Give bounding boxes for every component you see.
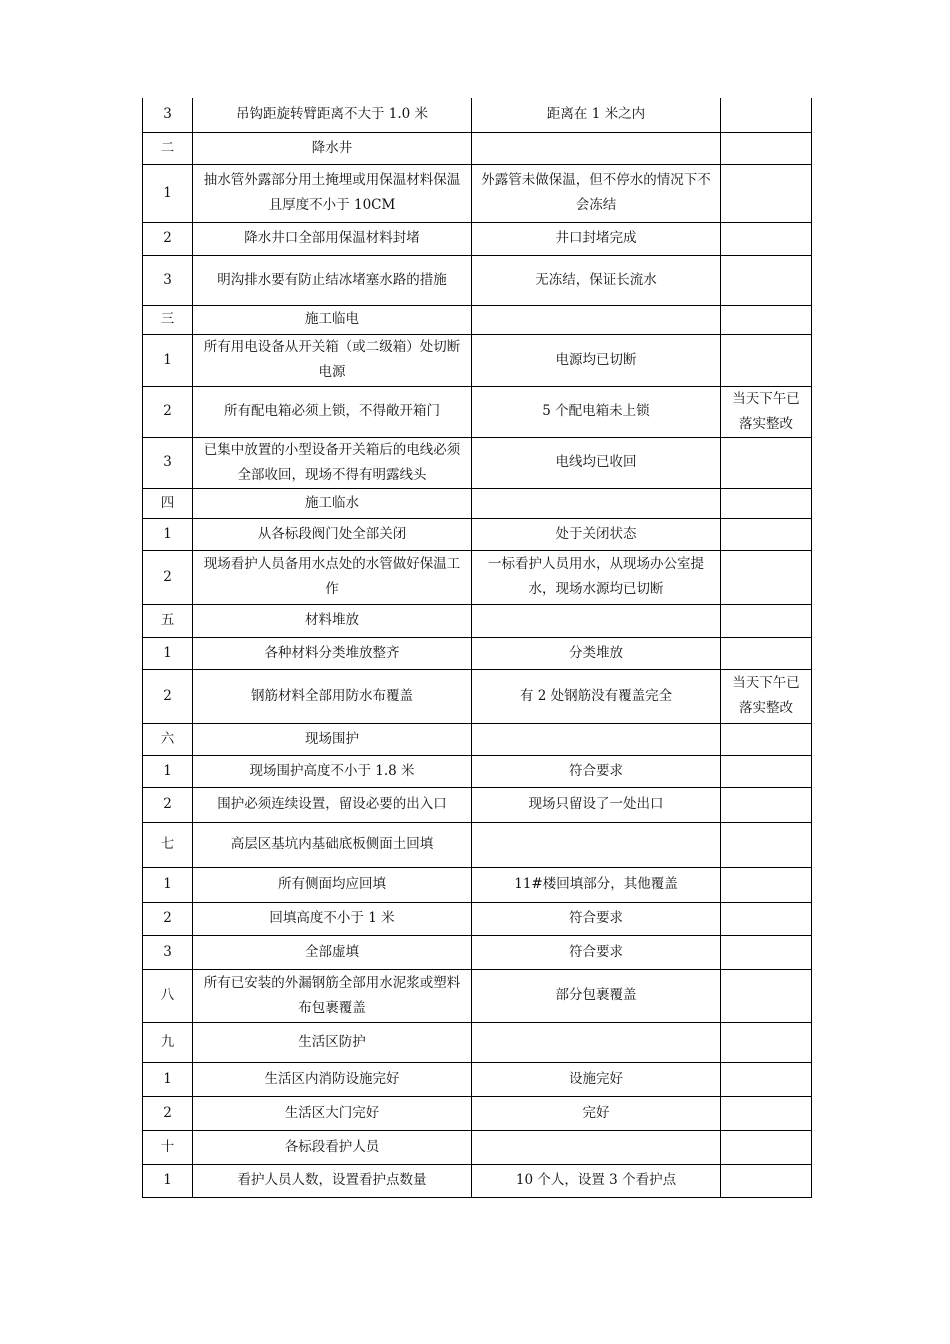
check-result: 一标看护人员用水，从现场办公室提水，现场水源均已切断: [472, 550, 721, 604]
check-result: [472, 604, 721, 637]
check-result: [472, 723, 721, 755]
section-number: 六: [143, 723, 193, 755]
check-result: 现场只留设了一处出口: [472, 787, 721, 822]
section-row: [143, 822, 812, 867]
table-row: [143, 164, 812, 222]
remark: [721, 1062, 812, 1096]
table-row: [143, 1096, 812, 1130]
table-row: [143, 222, 812, 255]
check-item: 生活区大门完好: [193, 1096, 472, 1130]
section-row: [143, 1130, 812, 1164]
check-result: 外露管未做保温，但不停水的情况下不会冻结: [472, 164, 721, 222]
remark: [721, 867, 812, 902]
row-number: 1: [143, 1062, 193, 1096]
section-number: 四: [143, 488, 193, 518]
table-row: [143, 902, 812, 935]
check-result: 井口封堵完成: [472, 222, 721, 255]
section-title: 材料堆放: [193, 604, 472, 637]
check-item: 所有配电箱必须上锁，不得敞开箱门: [193, 386, 472, 437]
inspection-table-body: [143, 98, 812, 1197]
check-result: [472, 305, 721, 334]
remark: [721, 222, 812, 255]
table-row: [143, 1164, 812, 1197]
check-result: 11#楼回填部分，其他覆盖: [472, 867, 721, 902]
check-result: 电源均已切断: [472, 334, 721, 386]
row-number: 3: [143, 98, 193, 132]
section-number: 十: [143, 1130, 193, 1164]
check-item: 降水井口全部用保温材料封堵: [193, 222, 472, 255]
section-title: 各标段看护人员: [193, 1130, 472, 1164]
section-title: 生活区防护: [193, 1022, 472, 1062]
check-result: 分类堆放: [472, 637, 721, 669]
remark: [721, 1022, 812, 1062]
check-result: 符合要求: [472, 902, 721, 935]
remark: 当天下午已落实整改: [721, 386, 812, 437]
check-result: [472, 822, 721, 867]
row-number: 1: [143, 1164, 193, 1197]
table-row: [143, 787, 812, 822]
check-item: 从各标段阀门处全部关闭: [193, 518, 472, 550]
table-row: [143, 518, 812, 550]
check-item: 回填高度不小于 1 米: [193, 902, 472, 935]
section-title: 降水井: [193, 132, 472, 164]
check-result: 部分包裹覆盖: [472, 969, 721, 1022]
remark: [721, 488, 812, 518]
check-item: 看护人员人数，设置看护点数量: [193, 1164, 472, 1197]
section-number: 五: [143, 604, 193, 637]
remark: [721, 902, 812, 935]
check-result: [472, 488, 721, 518]
check-item: 生活区内消防设施完好: [193, 1062, 472, 1096]
row-number: 1: [143, 755, 193, 787]
remark: [721, 1164, 812, 1197]
row-number: 1: [143, 164, 193, 222]
section-title: 施工临水: [193, 488, 472, 518]
table-row: [143, 386, 812, 437]
check-result: 设施完好: [472, 1062, 721, 1096]
row-number: 2: [143, 550, 193, 604]
check-item: 所有侧面均应回填: [193, 867, 472, 902]
section-title: 施工临电: [193, 305, 472, 334]
section-number: 三: [143, 305, 193, 334]
table-row: [143, 637, 812, 669]
remark: [721, 755, 812, 787]
row-number: 2: [143, 669, 193, 723]
table-row: [143, 669, 812, 723]
table-row: [143, 98, 812, 132]
section-number: 九: [143, 1022, 193, 1062]
check-item: 全部虚填: [193, 935, 472, 969]
check-result: [472, 132, 721, 164]
check-item: 现场看护人员备用水点处的水管做好保温工作: [193, 550, 472, 604]
check-result: [472, 1130, 721, 1164]
check-result: 电线均已收回: [472, 437, 721, 488]
section-row: [143, 305, 812, 334]
section-title: 所有已安装的外漏钢筋全部用水泥浆或塑料布包裹覆盖: [193, 969, 472, 1022]
table-row: [143, 255, 812, 305]
section-number: 二: [143, 132, 193, 164]
check-item: 围护必须连续设置，留设必要的出入口: [193, 787, 472, 822]
check-result: 处于关闭状态: [472, 518, 721, 550]
section-row: [143, 604, 812, 637]
check-result: 完好: [472, 1096, 721, 1130]
remark: [721, 164, 812, 222]
check-item: 各种材料分类堆放整齐: [193, 637, 472, 669]
row-number: 3: [143, 935, 193, 969]
table-row: [143, 437, 812, 488]
check-item: 现场围护高度不小于 1.8 米: [193, 755, 472, 787]
remark: [721, 935, 812, 969]
section-row: [143, 488, 812, 518]
check-result: 有 2 处钢筋没有覆盖完全: [472, 669, 721, 723]
remark: [721, 550, 812, 604]
remark: [721, 787, 812, 822]
remark: [721, 1130, 812, 1164]
section-title: 现场围护: [193, 723, 472, 755]
remark: 当天下午已落实整改: [721, 669, 812, 723]
row-number: 2: [143, 222, 193, 255]
row-number: 2: [143, 1096, 193, 1130]
row-number: 3: [143, 255, 193, 305]
check-result: 距离在 1 米之内: [472, 98, 721, 132]
check-result: 5 个配电箱未上锁: [472, 386, 721, 437]
row-number: 1: [143, 334, 193, 386]
check-result: 无冻结，保证长流水: [472, 255, 721, 305]
section-title: 高层区基坑内基础底板侧面土回填: [193, 822, 472, 867]
remark: [721, 637, 812, 669]
table-row: [143, 1062, 812, 1096]
row-number: 2: [143, 902, 193, 935]
check-result: 符合要求: [472, 935, 721, 969]
row-number: 2: [143, 386, 193, 437]
section-row: [143, 723, 812, 755]
row-number: 2: [143, 787, 193, 822]
check-result: 10 个人，设置 3 个看护点: [472, 1164, 721, 1197]
remark: [721, 98, 812, 132]
row-number: 1: [143, 518, 193, 550]
check-item: 钢筋材料全部用防水布覆盖: [193, 669, 472, 723]
remark: [721, 334, 812, 386]
table-row: [143, 935, 812, 969]
table-row: [143, 867, 812, 902]
check-item: 所有用电设备从开关箱（或二级箱）处切断电源: [193, 334, 472, 386]
remark: [721, 518, 812, 550]
remark: [721, 132, 812, 164]
section-row: [143, 132, 812, 164]
row-number: 1: [143, 867, 193, 902]
inspection-table: [142, 98, 812, 1198]
remark: [721, 604, 812, 637]
table-row: [143, 755, 812, 787]
table-row: [143, 550, 812, 604]
remark: [721, 723, 812, 755]
check-item: 吊钩距旋转臂距离不大于 1.0 米: [193, 98, 472, 132]
check-item: 明沟排水要有防止结冰堵塞水路的措施: [193, 255, 472, 305]
check-item: 已集中放置的小型设备开关箱后的电线必须全部收回，现场不得有明露线头: [193, 437, 472, 488]
check-result: [472, 1022, 721, 1062]
check-result: 符合要求: [472, 755, 721, 787]
remark: [721, 822, 812, 867]
section-number: 七: [143, 822, 193, 867]
remark: [721, 305, 812, 334]
section-row: [143, 969, 812, 1022]
section-row: [143, 1022, 812, 1062]
remark: [721, 437, 812, 488]
row-number: 3: [143, 437, 193, 488]
section-number: 八: [143, 969, 193, 1022]
remark: [721, 255, 812, 305]
remark: [721, 969, 812, 1022]
check-item: 抽水管外露部分用土掩埋或用保温材料保温且厚度不小于 10CM: [193, 164, 472, 222]
table-row: [143, 334, 812, 386]
remark: [721, 1096, 812, 1130]
row-number: 1: [143, 637, 193, 669]
